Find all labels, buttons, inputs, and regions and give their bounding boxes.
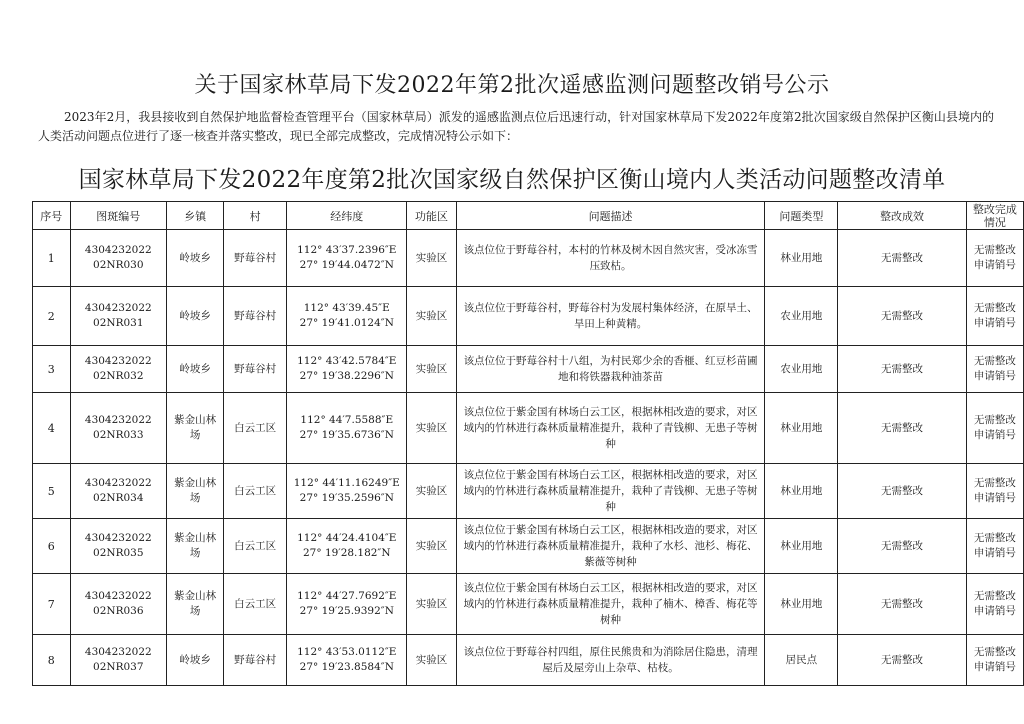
- row-town: 岭坡乡: [167, 346, 224, 393]
- table-row: [33, 230, 1024, 287]
- header-town: 乡镇: [167, 202, 224, 230]
- row-town: 紫金山林场: [167, 464, 224, 519]
- header-zone: 功能区: [407, 202, 456, 230]
- row-status: 无需整改 申请销号: [966, 230, 1023, 287]
- intro-paragraph: 2023年2月，我县接收到自然保护地监督检查管理平台（国家林草局）派发的遥感监测点位后迅速行动，针对国家林草局下发2022年度第2批次国家级自然保护区衡山县境内的人类活动问题点位进行了逐一核查并落实整改，现已全部完成整改，完成情况特公示如下：: [38, 110, 994, 143]
- row-result: 无需整改: [838, 346, 967, 393]
- table-row: [33, 346, 1024, 393]
- row-index: 7: [33, 574, 71, 635]
- row-zone: 实验区: [407, 574, 456, 635]
- row-desc: 该点位位于野莓谷村四组，原住民熊贵和为消除居住隐患，清理屋后及屋旁山上杂草、枯枝。: [456, 635, 765, 686]
- row-result: 无需整改: [838, 519, 967, 574]
- row-index: 1: [33, 230, 71, 287]
- row-type: 林业用地: [765, 230, 838, 287]
- row-status: 无需整改 申请销号: [966, 393, 1023, 464]
- table-row: [33, 464, 1024, 519]
- row-code: 4304232022 02NR031: [70, 287, 166, 346]
- row-village: 白云工区: [224, 574, 287, 635]
- row-code: 4304232022 02NR036: [70, 574, 166, 635]
- row-coords: 112° 44′7.5588″E 27° 19′35.6736″N: [287, 393, 407, 464]
- header-village: 村: [224, 202, 287, 230]
- row-village: 野莓谷村: [224, 230, 287, 287]
- row-town: 岭坡乡: [167, 230, 224, 287]
- row-desc: 该点位位于紫金国有林场白云工区，根据林相改造的要求，对区域内的竹林进行森林质量精准提升，栽种了青钱柳、无患子等树种: [456, 464, 765, 519]
- header-row: [33, 202, 1024, 230]
- row-index: 3: [33, 346, 71, 393]
- row-coords: 112° 44′27.7692″E 27° 19′25.9392″N: [287, 574, 407, 635]
- row-coords: 112° 44′24.4104″E 27° 19′28.182″N: [287, 519, 407, 574]
- header-result: 整改成效: [838, 202, 967, 230]
- header-status: 整改完成情况: [966, 202, 1023, 230]
- row-code: 4304232022 02NR032: [70, 346, 166, 393]
- row-desc: 该点位位于野莓谷村，野莓谷村为发展村集体经济，在原旱土、旱田上种黄精。: [456, 287, 765, 346]
- row-town: 紫金山林场: [167, 574, 224, 635]
- row-town: 紫金山林场: [167, 393, 224, 464]
- row-index: 4: [33, 393, 71, 464]
- row-coords: 112° 43′42.5784″E 27° 19′38.2296″N: [287, 346, 407, 393]
- row-code: 4304232022 02NR033: [70, 393, 166, 464]
- row-status: 无需整改 申请销号: [966, 346, 1023, 393]
- table-row: [33, 519, 1024, 574]
- row-index: 2: [33, 287, 71, 346]
- row-result: 无需整改: [838, 464, 967, 519]
- row-code: 4304232022 02NR030: [70, 230, 166, 287]
- row-desc: 该点位位于紫金国有林场白云工区，根据林相改造的要求，对区域内的竹林进行森林质量精准提升，栽种了水杉、池杉、梅花、紫薇等树种: [456, 519, 765, 574]
- row-code: 4304232022 02NR035: [70, 519, 166, 574]
- row-town: 岭坡乡: [167, 635, 224, 686]
- header-type: 问题类型: [765, 202, 838, 230]
- row-village: 白云工区: [224, 464, 287, 519]
- row-type: 居民点: [765, 635, 838, 686]
- header-index: 序号: [33, 202, 71, 230]
- row-zone: 实验区: [407, 464, 456, 519]
- row-status: 无需整改 申请销号: [966, 519, 1023, 574]
- row-coords: 112° 44′11.16249″E 27° 19′35.2596″N: [287, 464, 407, 519]
- document-title: 关于国家林草局下发2022年第2批次遥感监测问题整改销号公示: [194, 73, 830, 98]
- row-zone: 实验区: [407, 519, 456, 574]
- table-row: [33, 574, 1024, 635]
- row-village: 野莓谷村: [224, 635, 287, 686]
- row-code: 4304232022 02NR037: [70, 635, 166, 686]
- row-desc: 该点位位于紫金国有林场白云工区，根据林相改造的要求，对区域内的竹林进行森林质量精准提升，栽种了青钱柳、无患子等树种: [456, 393, 765, 464]
- table-row: [33, 635, 1024, 686]
- rectification-table: [32, 201, 1024, 686]
- row-type: 农业用地: [765, 346, 838, 393]
- row-result: 无需整改: [838, 393, 967, 464]
- header-desc: 问题描述: [456, 202, 765, 230]
- row-desc: 该点位位于紫金国有林场白云工区，根据林相改造的要求，对区域内的竹林进行森林质量精准提升，栽种了楠木、樟香、梅花等树种: [456, 574, 765, 635]
- row-result: 无需整改: [838, 230, 967, 287]
- header-code: 图斑编号: [70, 202, 166, 230]
- row-result: 无需整改: [838, 635, 967, 686]
- row-coords: 112° 43′37.2396″E 27° 19′44.0472″N: [287, 230, 407, 287]
- row-village: 白云工区: [224, 393, 287, 464]
- row-type: 农业用地: [765, 287, 838, 346]
- row-town: 岭坡乡: [167, 287, 224, 346]
- row-type: 林业用地: [765, 393, 838, 464]
- row-result: 无需整改: [838, 574, 967, 635]
- row-index: 5: [33, 464, 71, 519]
- row-village: 白云工区: [224, 519, 287, 574]
- row-coords: 112° 43′53.0112″E 27° 19′23.8584″N: [287, 635, 407, 686]
- table-title: 国家林草局下发2022年度第2批次国家级自然保护区衡山境内人类活动问题整改清单: [78, 167, 946, 193]
- row-status: 无需整改 申请销号: [966, 635, 1023, 686]
- row-coords: 112° 43′39.45″E 27° 19′41.0124″N: [287, 287, 407, 346]
- row-zone: 实验区: [407, 287, 456, 346]
- row-village: 野莓谷村: [224, 346, 287, 393]
- row-status: 无需整改 申请销号: [966, 464, 1023, 519]
- row-zone: 实验区: [407, 393, 456, 464]
- row-code: 4304232022 02NR034: [70, 464, 166, 519]
- row-zone: 实验区: [407, 230, 456, 287]
- row-type: 林业用地: [765, 519, 838, 574]
- row-zone: 实验区: [407, 346, 456, 393]
- row-index: 8: [33, 635, 71, 686]
- row-status: 无需整改 申请销号: [966, 287, 1023, 346]
- row-town: 紫金山林场: [167, 519, 224, 574]
- row-village: 野莓谷村: [224, 287, 287, 346]
- row-result: 无需整改: [838, 287, 967, 346]
- row-index: 6: [33, 519, 71, 574]
- row-desc: 该点位位于野莓谷村，本村的竹林及树木因自然灾害，受冰冻雪压致枯。: [456, 230, 765, 287]
- row-desc: 该点位位于野莓谷村十八组，为村民郑少余的香榧、红豆杉苗圃地和将铁器栽种油茶苗: [456, 346, 765, 393]
- row-zone: 实验区: [407, 635, 456, 686]
- header-coords: 经纬度: [287, 202, 407, 230]
- row-type: 林业用地: [765, 574, 838, 635]
- row-status: 无需整改 申请销号: [966, 574, 1023, 635]
- table-row: [33, 393, 1024, 464]
- row-type: 林业用地: [765, 464, 838, 519]
- table-row: [33, 287, 1024, 346]
